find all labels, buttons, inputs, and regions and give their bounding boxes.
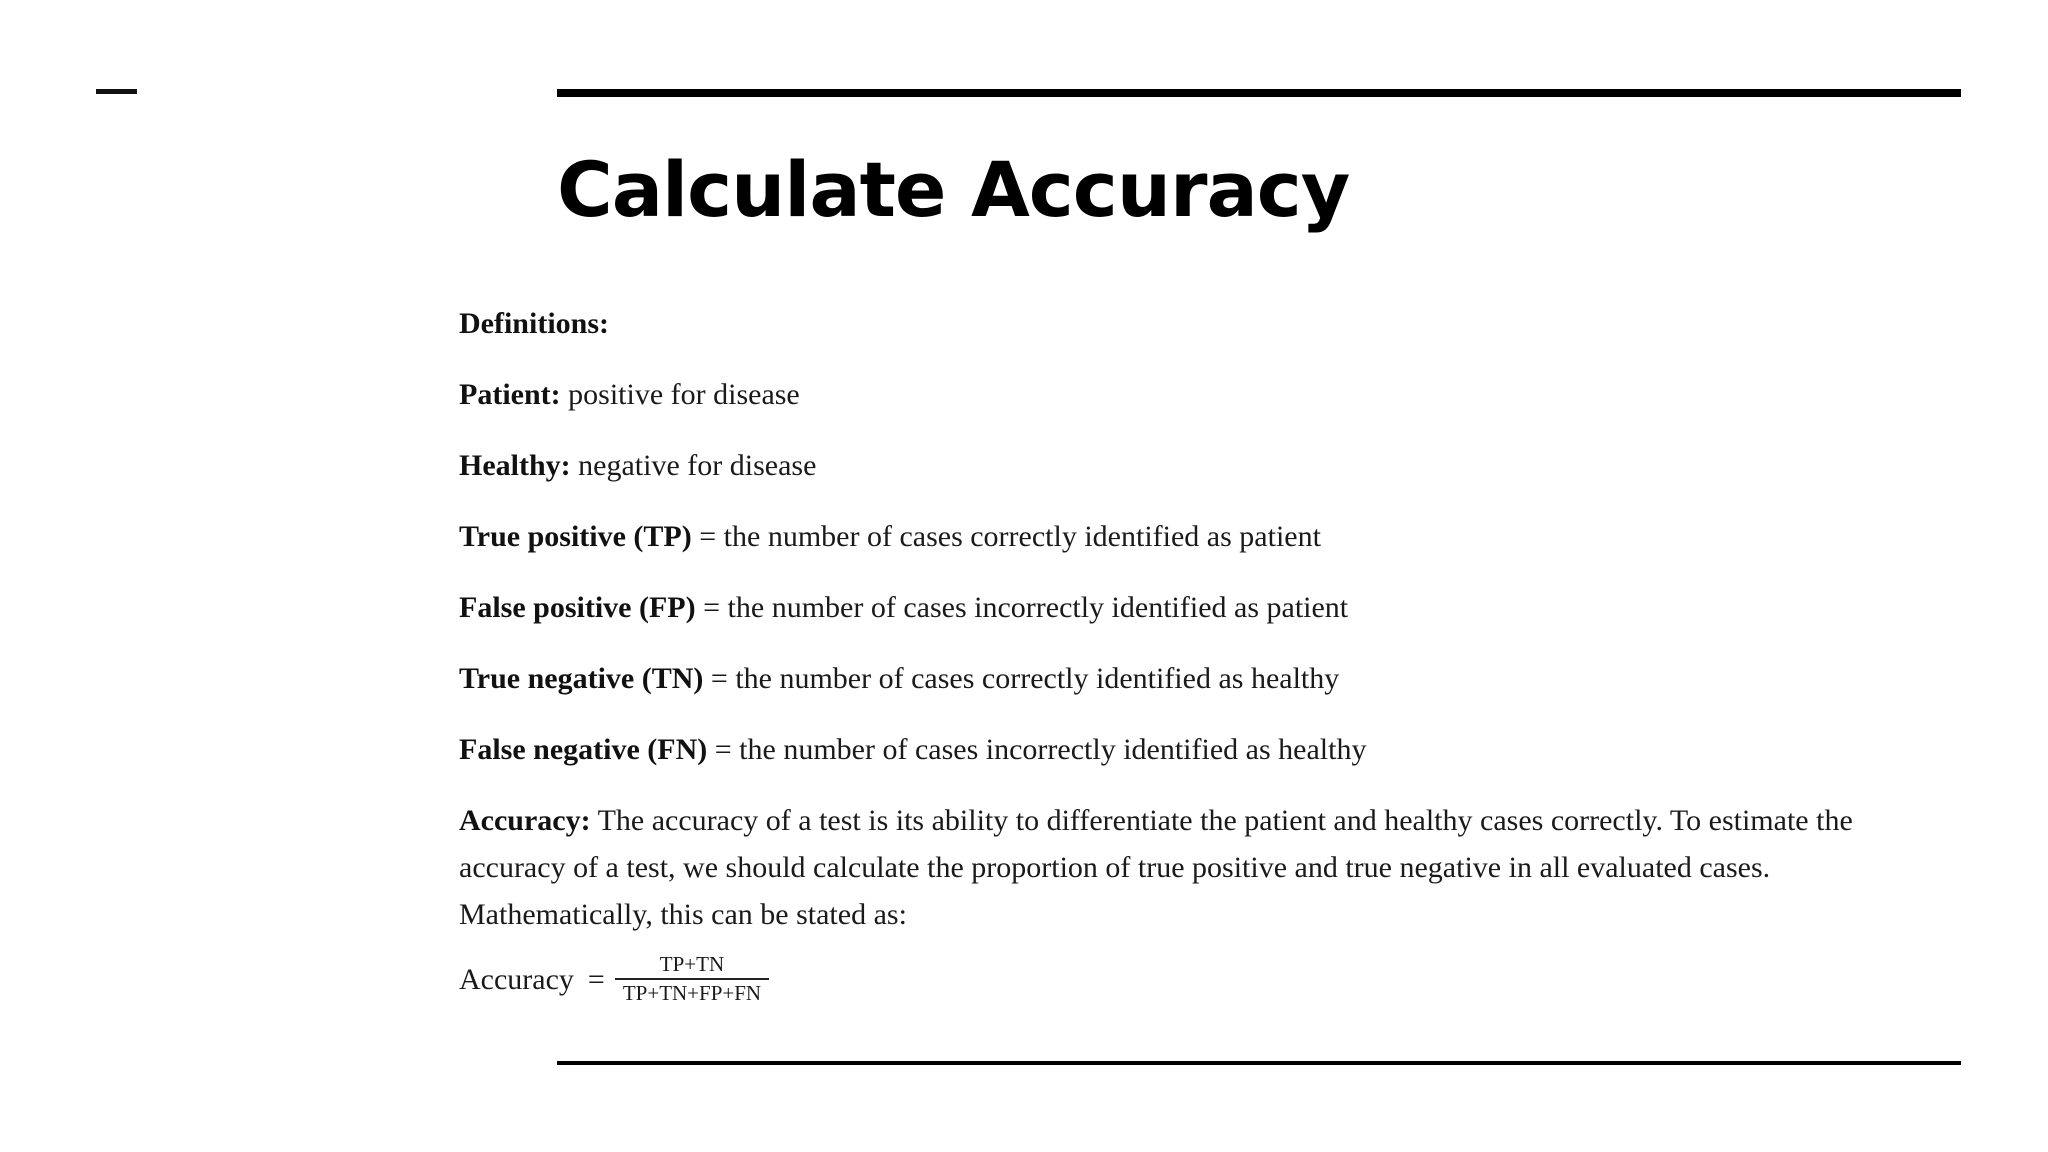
formula-denominator: TP+TN+FP+FN: [622, 981, 762, 1005]
definition-text: negative for disease: [570, 449, 817, 482]
slide-content: [459, 300, 1919, 1006]
accuracy-paragraph: [459, 797, 1919, 938]
definition-text: = the number of cases incorrectly identified as patient: [695, 591, 1349, 624]
accuracy-term: Accuracy:: [459, 804, 591, 837]
definition-text: = the number of cases correctly identified as healthy: [703, 662, 1340, 695]
definition-text: = the number of cases correctly identified as patient: [691, 520, 1321, 553]
accuracy-formula: [459, 952, 1919, 1006]
bottom-divider: [557, 1061, 1961, 1065]
formula-lhs: Accuracy: [459, 962, 574, 996]
definitions-heading: [459, 300, 1919, 347]
definition-false-negative: [459, 726, 1919, 773]
definition-healthy: [459, 442, 1919, 489]
definition-text: = the number of cases incorrectly identified as healthy: [707, 733, 1367, 766]
formula-equals-sign: =: [587, 962, 605, 996]
corner-dash-decoration: [96, 89, 137, 94]
definition-term: Patient:: [459, 378, 561, 411]
definition-text: positive for disease: [560, 378, 800, 411]
definition-term: True negative (TN): [459, 662, 704, 695]
definition-true-positive: [459, 513, 1919, 560]
definition-true-negative: [459, 655, 1919, 702]
definition-term: True positive (TP): [459, 520, 692, 553]
definition-term: Healthy:: [459, 449, 571, 482]
top-divider: [557, 89, 1961, 97]
definition-term: False positive (FP): [459, 591, 696, 624]
slide-title: Calculate Accuracy: [557, 145, 1350, 234]
definition-false-positive: [459, 584, 1919, 631]
accuracy-text: The accuracy of a test is its ability to differentiate the patient and healthy cases correctly. To estimate the accuracy of a test, we should calculate the proportion of true positive and true negative in all evaluated cases. Mathematically, this can be stated as:: [459, 804, 1853, 931]
formula-fraction: [619, 952, 765, 1006]
definition-patient: [459, 371, 1919, 418]
formula-numerator: TP+TN: [615, 952, 769, 980]
definition-term: False negative (FN): [459, 733, 708, 766]
definitions-heading-label: Definitions:: [459, 307, 609, 340]
